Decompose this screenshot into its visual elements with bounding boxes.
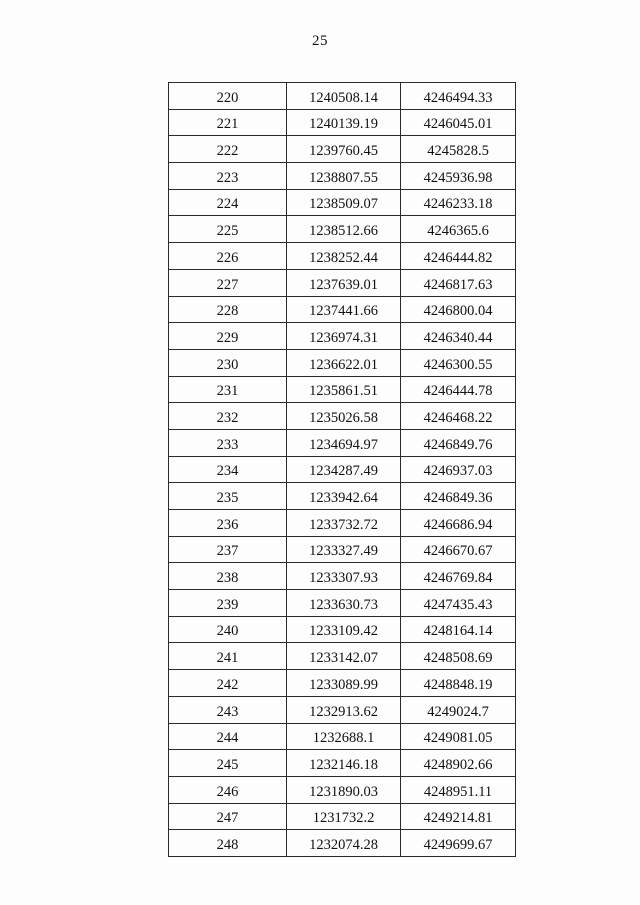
table-row [169, 803, 516, 830]
table-row [169, 403, 516, 430]
y-coordinate-cell: 4246300.55 [401, 349, 516, 376]
x-coordinate-cell: 1232688.1 [287, 723, 401, 750]
y-coordinate-cell: 4246937.03 [401, 456, 516, 483]
table-row [169, 590, 516, 617]
y-coordinate-cell: 4248951.11 [401, 776, 516, 803]
table-row [169, 616, 516, 643]
y-coordinate-cell: 4249081.05 [401, 723, 516, 750]
table-row [169, 136, 516, 163]
y-coordinate-cell: 4248902.66 [401, 750, 516, 777]
table-row [169, 696, 516, 723]
x-coordinate-cell: 1233109.42 [287, 616, 401, 643]
y-coordinate-cell: 4246365.6 [401, 216, 516, 243]
y-coordinate-cell: 4249024.7 [401, 696, 516, 723]
x-coordinate-cell: 1233327.49 [287, 536, 401, 563]
table-row [169, 269, 516, 296]
point-number-cell: 232 [169, 403, 287, 430]
y-coordinate-cell: 4246849.36 [401, 483, 516, 510]
point-number-cell: 243 [169, 696, 287, 723]
coordinates-table-body [169, 83, 516, 857]
x-coordinate-cell: 1233630.73 [287, 590, 401, 617]
y-coordinate-cell: 4249699.67 [401, 830, 516, 857]
y-coordinate-cell: 4246670.67 [401, 536, 516, 563]
y-coordinate-cell: 4245828.5 [401, 136, 516, 163]
x-coordinate-cell: 1233307.93 [287, 563, 401, 590]
page-number: 25 [312, 33, 328, 49]
y-coordinate-cell: 4249214.81 [401, 803, 516, 830]
x-coordinate-cell: 1233142.07 [287, 643, 401, 670]
point-number-cell: 248 [169, 830, 287, 857]
table-row [169, 456, 516, 483]
x-coordinate-cell: 1238509.07 [287, 189, 401, 216]
point-number-cell: 246 [169, 776, 287, 803]
x-coordinate-cell: 1232913.62 [287, 696, 401, 723]
table-row [169, 670, 516, 697]
point-number-cell: 220 [169, 83, 287, 110]
table-row [169, 483, 516, 510]
x-coordinate-cell: 1234287.49 [287, 456, 401, 483]
table-row [169, 296, 516, 323]
y-coordinate-cell: 4246444.78 [401, 376, 516, 403]
x-coordinate-cell: 1233732.72 [287, 510, 401, 537]
point-number-cell: 236 [169, 510, 287, 537]
table-row [169, 723, 516, 750]
table-row [169, 243, 516, 270]
point-number-cell: 228 [169, 296, 287, 323]
point-number-cell: 234 [169, 456, 287, 483]
x-coordinate-cell: 1237639.01 [287, 269, 401, 296]
table-row [169, 429, 516, 456]
x-coordinate-cell: 1238252.44 [287, 243, 401, 270]
y-coordinate-cell: 4246494.33 [401, 83, 516, 110]
point-number-cell: 238 [169, 563, 287, 590]
y-coordinate-cell: 4246444.82 [401, 243, 516, 270]
x-coordinate-cell: 1235861.51 [287, 376, 401, 403]
table-row [169, 189, 516, 216]
y-coordinate-cell: 4246468.22 [401, 403, 516, 430]
y-coordinate-cell: 4247435.43 [401, 590, 516, 617]
coordinates-table [168, 82, 516, 857]
table-row [169, 349, 516, 376]
point-number-cell: 223 [169, 163, 287, 190]
y-coordinate-cell: 4246769.84 [401, 563, 516, 590]
table-row [169, 536, 516, 563]
x-coordinate-cell: 1238512.66 [287, 216, 401, 243]
y-coordinate-cell: 4246340.44 [401, 323, 516, 350]
x-coordinate-cell: 1234694.97 [287, 429, 401, 456]
x-coordinate-cell: 1233942.64 [287, 483, 401, 510]
point-number-cell: 229 [169, 323, 287, 350]
x-coordinate-cell: 1237441.66 [287, 296, 401, 323]
point-number-cell: 239 [169, 590, 287, 617]
point-number-cell: 222 [169, 136, 287, 163]
table-row [169, 643, 516, 670]
table-row [169, 830, 516, 857]
x-coordinate-cell: 1232146.18 [287, 750, 401, 777]
point-number-cell: 241 [169, 643, 287, 670]
x-coordinate-cell: 1240139.19 [287, 109, 401, 136]
x-coordinate-cell: 1238807.55 [287, 163, 401, 190]
y-coordinate-cell: 4246849.76 [401, 429, 516, 456]
table-row [169, 510, 516, 537]
y-coordinate-cell: 4248164.14 [401, 616, 516, 643]
point-number-cell: 244 [169, 723, 287, 750]
y-coordinate-cell: 4246045.01 [401, 109, 516, 136]
table-row [169, 376, 516, 403]
point-number-cell: 230 [169, 349, 287, 376]
table-row [169, 109, 516, 136]
point-number-cell: 233 [169, 429, 287, 456]
point-number-cell: 225 [169, 216, 287, 243]
point-number-cell: 247 [169, 803, 287, 830]
point-number-cell: 226 [169, 243, 287, 270]
table-row [169, 163, 516, 190]
point-number-cell: 237 [169, 536, 287, 563]
y-coordinate-cell: 4248848.19 [401, 670, 516, 697]
table-row [169, 323, 516, 350]
table-row [169, 216, 516, 243]
y-coordinate-cell: 4246800.04 [401, 296, 516, 323]
point-number-cell: 227 [169, 269, 287, 296]
table-row [169, 83, 516, 110]
table-row [169, 750, 516, 777]
point-number-cell: 224 [169, 189, 287, 216]
table-row [169, 563, 516, 590]
x-coordinate-cell: 1240508.14 [287, 83, 401, 110]
y-coordinate-cell: 4246817.63 [401, 269, 516, 296]
point-number-cell: 221 [169, 109, 287, 136]
x-coordinate-cell: 1231732.2 [287, 803, 401, 830]
x-coordinate-cell: 1231890.03 [287, 776, 401, 803]
x-coordinate-cell: 1235026.58 [287, 403, 401, 430]
x-coordinate-cell: 1233089.99 [287, 670, 401, 697]
x-coordinate-cell: 1236622.01 [287, 349, 401, 376]
table-row [169, 776, 516, 803]
point-number-cell: 231 [169, 376, 287, 403]
y-coordinate-cell: 4248508.69 [401, 643, 516, 670]
y-coordinate-cell: 4246233.18 [401, 189, 516, 216]
point-number-cell: 235 [169, 483, 287, 510]
point-number-cell: 240 [169, 616, 287, 643]
point-number-cell: 245 [169, 750, 287, 777]
y-coordinate-cell: 4245936.98 [401, 163, 516, 190]
x-coordinate-cell: 1236974.31 [287, 323, 401, 350]
x-coordinate-cell: 1239760.45 [287, 136, 401, 163]
y-coordinate-cell: 4246686.94 [401, 510, 516, 537]
point-number-cell: 242 [169, 670, 287, 697]
x-coordinate-cell: 1232074.28 [287, 830, 401, 857]
